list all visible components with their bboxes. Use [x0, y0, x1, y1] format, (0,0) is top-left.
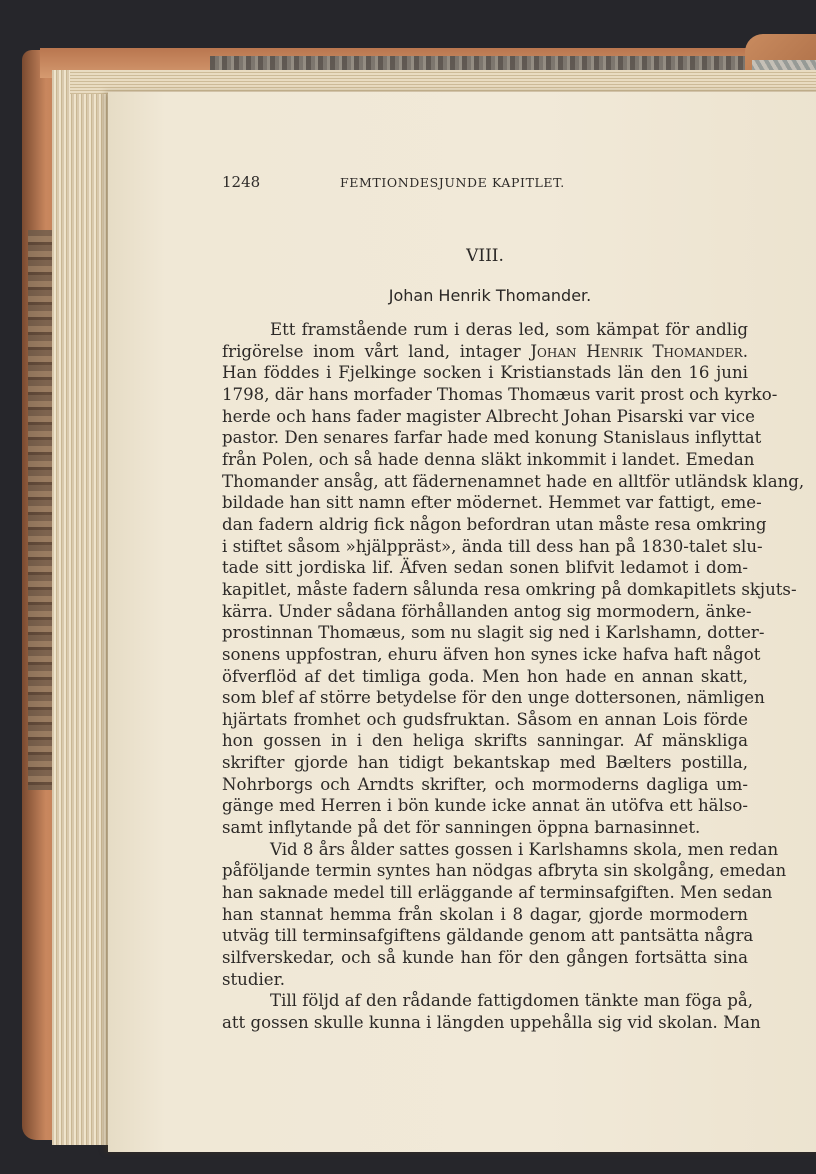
text-line: 1798, där hans morfader Thomas Thomæus varit prost och kyrko- [222, 384, 778, 404]
text-line: han stannat hemma från skolan i 8 dagar, gjorde mormodern [222, 904, 748, 924]
section-number: VIII. [466, 246, 504, 266]
paragraph [222, 839, 787, 991]
text-line: kapitlet, måste fadern sålunda resa omkring på domkapitlets skjuts- [222, 579, 797, 599]
page-edges-left [52, 70, 112, 1145]
text-segment: frigörelse inom vårt land, intager [222, 341, 531, 361]
text-line: öfverflöd af det timliga goda. Men hon hade en annan skatt, [222, 666, 748, 686]
text-line: Nohrborgs och Arndts skrifter, och mormoderns dagliga um- [222, 774, 748, 794]
text-line: hjärtats fromhet och gudsfruktan. Såsom en annan Lois förde [222, 709, 748, 729]
text-line [222, 341, 748, 363]
text-line: gänge med Herren i bön kunde icke annat än utöfva ett hälso- [222, 796, 748, 816]
paragraph [222, 319, 805, 839]
text-line: prostinnan Thomæus, som nu slagit sig ned i Karlshamn, dotter- [222, 623, 765, 643]
text-line: pastor. Den senares farfar hade med konung Stanislaus inflyttat [222, 428, 762, 448]
text-line: skrifter gjorde han tidigt bekantskap med Bælters postilla, [222, 753, 748, 773]
text-line: Till följd af den rådande fattigdomen tänkte man föga på, [270, 991, 754, 1011]
text-line: herde och hans fader magister Albrecht Johan Pisarski var vice [222, 406, 755, 426]
text-line: påföljande termin syntes han nödgas afbryta sin skolgång, emedan [222, 861, 787, 881]
text-line: Vid 8 års ålder sattes gossen i Karlshamns skola, men redan [270, 839, 779, 859]
text-line: bildade han sitt namn efter mödernet. Hemmet var fattigt, eme- [222, 493, 762, 513]
text-line: hon gossen in i den heliga skrifts sanningar. Af mänskliga [222, 731, 748, 751]
text-line: sonens uppfostran, ehuru äfven hon synes icke hafva haft något [222, 644, 761, 664]
book-spine-binding [28, 230, 54, 790]
running-head-title: FEMTIONDESJUNDE KAPITLET. [340, 175, 565, 190]
page-number: 1248 [222, 173, 261, 191]
text-line: Ett framstående rum i deras led, som kämpat för andlig [270, 320, 748, 339]
text-line: dan fadern aldrig fick någon befordran utan måste resa omkring [222, 514, 767, 534]
text-line: studier. [222, 969, 286, 989]
body-text [222, 319, 805, 1034]
paragraph [222, 990, 761, 1033]
text-line: samt inflytande på det för sanningen öppna barnasinnet. [222, 818, 701, 838]
text-line: som blef af större betydelse för den unge dottersonen, nämligen [222, 688, 765, 708]
text-line: från Polen, och så hade denna släkt inkommit i landet. Emedan [222, 449, 755, 469]
text-line: silfverskedar, och så kunde han för den gången fortsätta sina [222, 948, 748, 968]
text-line: Thomander ansåg, att fädernenamnet hade en alltför utländsk klang, [222, 471, 805, 491]
section-title: Johan Henrik Thomander. [388, 286, 592, 305]
text-line: han saknade medel till erläggande af terminsafgiften. Men sedan [222, 883, 773, 903]
page-edges-top [70, 70, 816, 94]
text-line: kärra. Under sådana förhållanden antog sig mormodern, änke- [222, 601, 752, 621]
text-line: i stiftet såsom »hjälppräst», ända till dess han på 1830-talet slu- [222, 536, 763, 556]
small-caps-name: Johan Henrik Thomander. [530, 341, 748, 361]
text-line: Han föddes i Fjelkinge socken i Kristianstads län den 16 juni [222, 363, 748, 383]
text-line: utväg till terminsafgiftens gäldande genom att pantsätta några [222, 926, 754, 946]
text-line: att gossen skulle kunna i längden uppehålla sig vid skolan. Man [222, 1013, 761, 1032]
text-line: tade sitt jordiska lif. Äfven sedan sonen blifvit ledamot i dom- [222, 558, 748, 578]
running-head [222, 173, 748, 193]
